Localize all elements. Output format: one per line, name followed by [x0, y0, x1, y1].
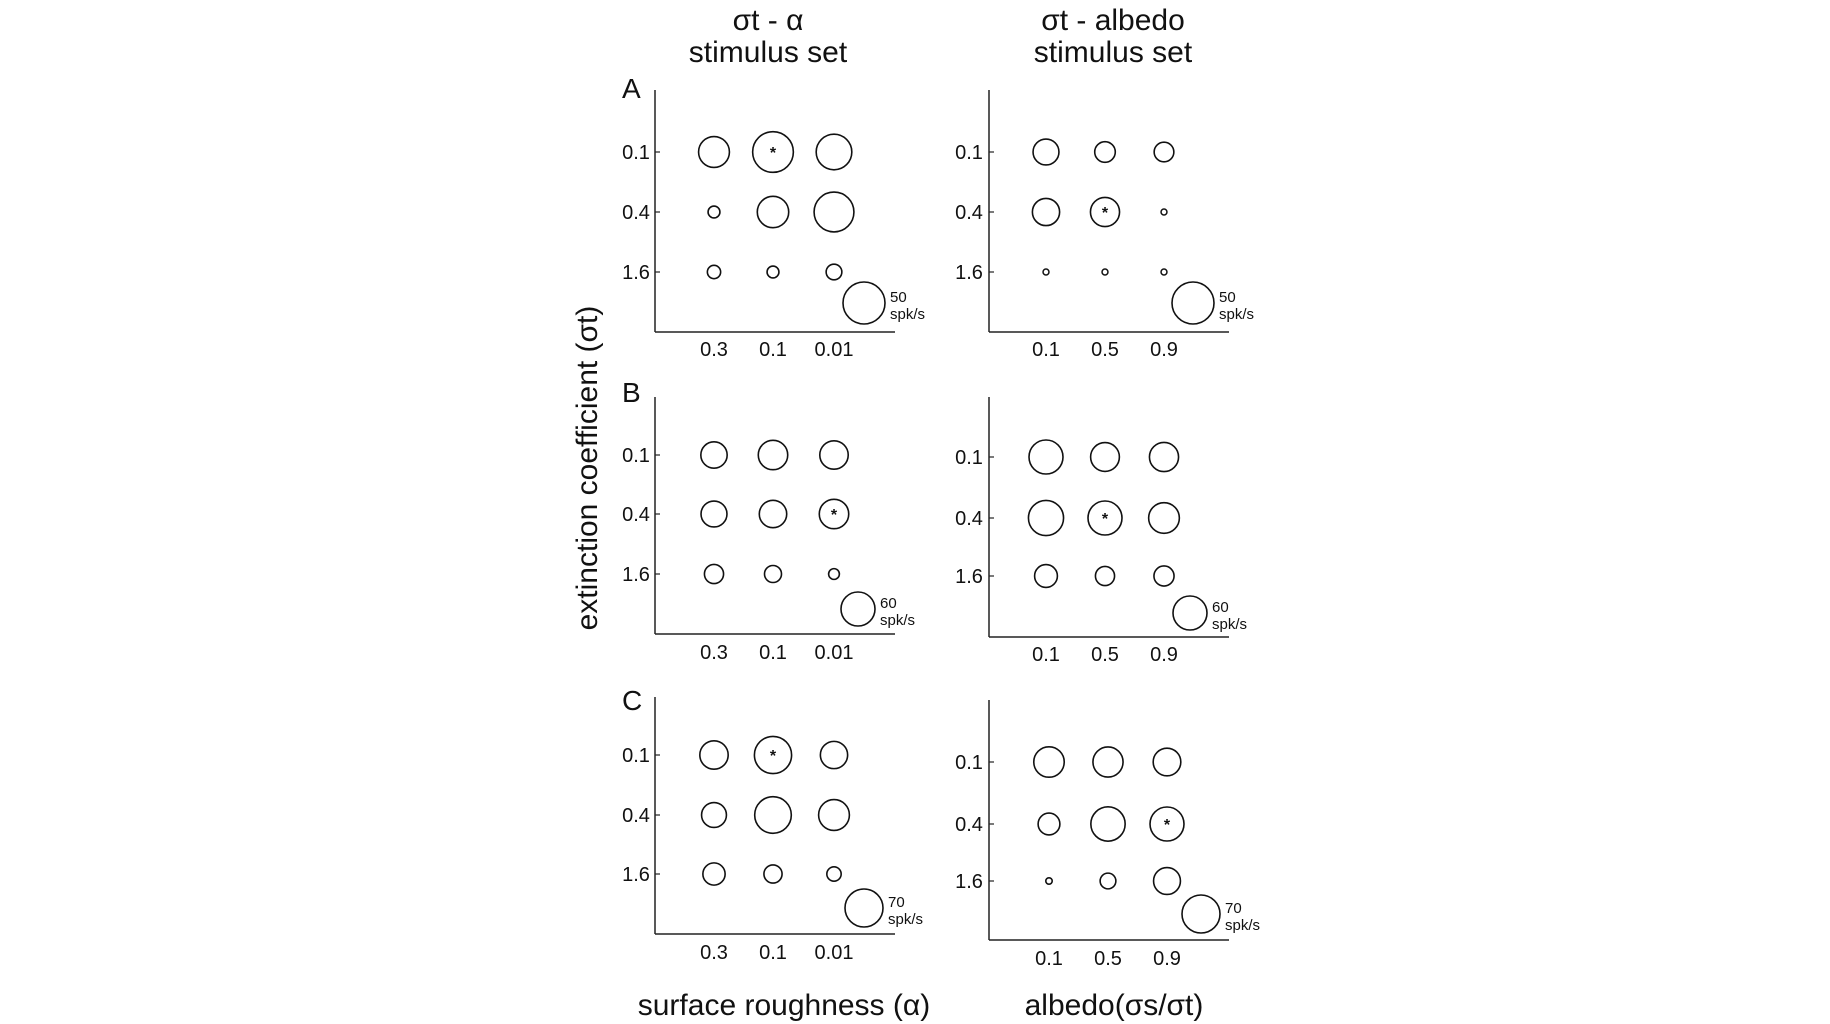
bubble — [1093, 747, 1123, 777]
y-tick-label: 1.6 — [622, 564, 650, 586]
bubble — [701, 442, 727, 468]
best-stimulus-marker: * — [1101, 511, 1109, 528]
reference-unit-label: spk/s — [1212, 616, 1248, 633]
x-tick-label: 0.5 — [1091, 339, 1119, 361]
bubble — [1154, 868, 1181, 895]
x-tick-label: 0.5 — [1094, 948, 1122, 970]
bubble — [1028, 500, 1063, 535]
panel-letter: A — [622, 73, 641, 104]
bubble — [1032, 198, 1059, 225]
y-tick-label: 0.1 — [955, 752, 983, 774]
x-tick-label: 0.01 — [814, 942, 854, 964]
y-tick-label: 0.4 — [622, 805, 650, 827]
bubble — [1102, 269, 1108, 275]
bubble — [764, 865, 782, 883]
bubble — [1161, 209, 1167, 215]
bubble — [1035, 565, 1058, 588]
bubble — [1033, 139, 1059, 165]
bubble — [758, 440, 787, 469]
reference-unit-label: spk/s — [880, 612, 916, 629]
bubble — [1043, 269, 1049, 275]
bubble — [1095, 566, 1114, 585]
reference-value-label: 60 — [880, 595, 897, 612]
x-tick-label: 0.1 — [1035, 948, 1063, 970]
bubble — [1154, 142, 1174, 162]
x-tick-label: 0.1 — [759, 642, 787, 664]
bubble — [1038, 813, 1060, 835]
reference-bubble — [1173, 596, 1207, 630]
y-tick-label: 0.1 — [955, 142, 983, 164]
bubble — [1046, 878, 1052, 884]
reference-value-label: 50 — [890, 289, 907, 306]
x-tick-label: 0.5 — [1091, 644, 1119, 666]
bubble — [816, 134, 852, 170]
bubble — [703, 863, 725, 885]
bubble — [1034, 747, 1064, 777]
reference-value-label: 50 — [1219, 289, 1236, 306]
bubble — [759, 500, 786, 527]
x-tick-label: 0.1 — [759, 942, 787, 964]
bubble — [820, 741, 847, 768]
bubble — [827, 867, 841, 881]
bubble — [1154, 566, 1174, 586]
x-axis-title-right: albedo(σs/σt) — [1024, 989, 1204, 1022]
x-tick-label: 0.3 — [700, 642, 728, 664]
panel-B-right — [955, 397, 1247, 666]
reference-unit-label: spk/s — [890, 306, 926, 323]
panel-A-right — [955, 90, 1254, 361]
x-tick-label: 0.1 — [1032, 644, 1060, 666]
bubble — [701, 501, 727, 527]
best-stimulus-marker: * — [1163, 817, 1171, 834]
reference-bubble — [1182, 895, 1220, 933]
x-tick-label: 0.1 — [759, 339, 787, 361]
best-stimulus-marker: * — [769, 748, 777, 765]
y-tick-label: 0.4 — [955, 508, 983, 530]
left-column-title-line1: σt - α — [732, 4, 804, 37]
y-tick-label: 1.6 — [955, 871, 983, 893]
right-column-title-line1: σt - albedo — [1041, 4, 1185, 37]
y-tick-label: 0.1 — [955, 447, 983, 469]
panel-A-left — [622, 73, 925, 361]
bubble — [704, 564, 723, 583]
bubble — [1153, 748, 1181, 776]
y-tick-label: 1.6 — [955, 262, 983, 284]
bubble — [765, 566, 782, 583]
reference-unit-label: spk/s — [1219, 306, 1255, 323]
reference-value-label: 60 — [1212, 599, 1229, 616]
bubble — [1161, 269, 1167, 275]
reference-bubble — [845, 889, 883, 927]
bubble — [826, 264, 842, 280]
left-column-title-line2: stimulus set — [688, 36, 848, 69]
bubble — [1149, 503, 1180, 534]
y-axis-title: extinction coefficient (σt) — [571, 305, 604, 631]
reference-bubble — [1172, 282, 1214, 324]
best-stimulus-marker: * — [769, 145, 777, 162]
bubble — [820, 441, 848, 469]
bubble — [708, 206, 720, 218]
y-tick-label: 0.4 — [955, 202, 983, 224]
x-tick-label: 0.9 — [1153, 948, 1181, 970]
reference-bubble — [843, 282, 885, 324]
reference-unit-label: spk/s — [1225, 917, 1261, 934]
x-axis-title-left: surface roughness (α) — [637, 989, 931, 1022]
x-tick-label: 0.9 — [1150, 644, 1178, 666]
x-tick-label: 0.1 — [1032, 339, 1060, 361]
bubble — [1149, 442, 1178, 471]
best-stimulus-marker: * — [1101, 205, 1109, 222]
panel-B-left — [622, 377, 915, 664]
panel-C-right — [955, 700, 1260, 970]
bubble — [755, 797, 792, 834]
bubble — [819, 800, 850, 831]
bubble — [1029, 440, 1063, 474]
chart-panels — [622, 73, 1260, 970]
y-tick-label: 0.1 — [622, 745, 650, 767]
reference-value-label: 70 — [1225, 900, 1242, 917]
y-tick-label: 0.4 — [622, 504, 650, 526]
panel-letter: B — [622, 377, 641, 408]
bubble — [700, 741, 728, 769]
bubble — [814, 192, 854, 232]
y-tick-label: 1.6 — [622, 262, 650, 284]
bubble — [1091, 443, 1120, 472]
bubble — [1100, 873, 1116, 889]
bubble — [699, 137, 730, 168]
y-tick-label: 1.6 — [622, 864, 650, 886]
bubble — [702, 803, 727, 828]
reference-value-label: 70 — [888, 894, 905, 911]
x-tick-label: 0.3 — [700, 339, 728, 361]
bubble — [707, 265, 720, 278]
x-tick-label: 0.3 — [700, 942, 728, 964]
y-tick-label: 0.1 — [622, 142, 650, 164]
y-tick-label: 0.4 — [955, 814, 983, 836]
y-tick-label: 0.4 — [622, 202, 650, 224]
x-tick-label: 0.9 — [1150, 339, 1178, 361]
right-column-title-line2: stimulus set — [1033, 36, 1193, 69]
bubble — [767, 266, 779, 278]
reference-bubble — [841, 592, 875, 626]
y-tick-label: 1.6 — [955, 566, 983, 588]
reference-unit-label: spk/s — [888, 911, 924, 928]
panel-letter: C — [622, 685, 643, 716]
x-tick-label: 0.01 — [814, 339, 854, 361]
bubble — [1091, 807, 1125, 841]
bubble — [829, 569, 840, 580]
y-tick-label: 0.1 — [622, 445, 650, 467]
panel-C-left — [622, 685, 923, 964]
bubble — [1095, 142, 1116, 163]
x-tick-label: 0.01 — [814, 642, 854, 664]
bubble — [757, 196, 788, 227]
best-stimulus-marker: * — [830, 507, 838, 524]
